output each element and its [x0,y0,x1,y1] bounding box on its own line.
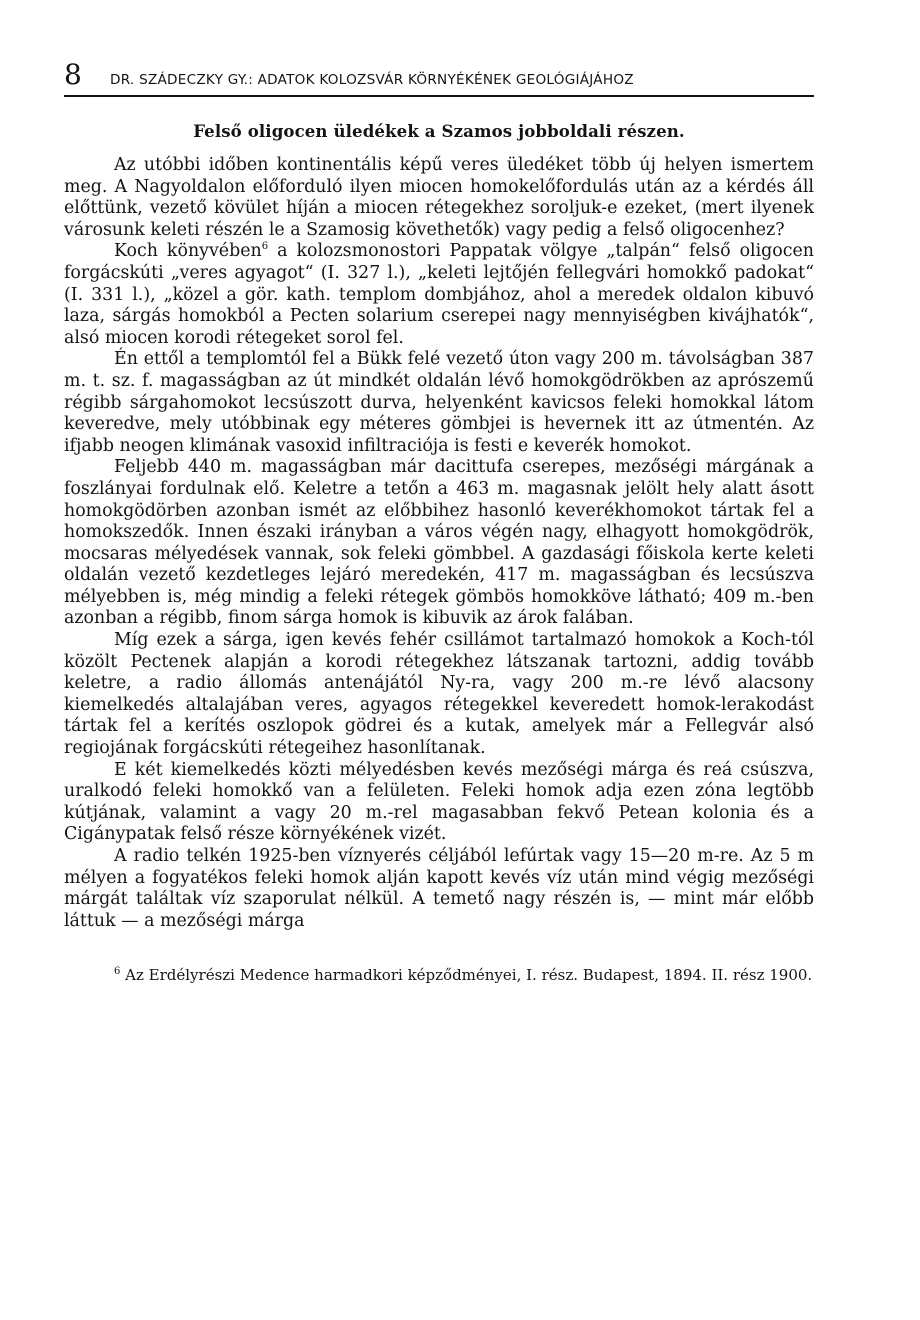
paragraph: Feljebb 440 m. magasságban már dacittufa cserepes, mezőségi márgának a foszlányai fordulnak elő. Keletre a tetőn a 463 m. magasnak jelölt hely alatt ásott homokgödörben azonban ismét az előbbihez hasonló keverékhomokot tártak fel a homokszedők. Innen északi irányban a város végén nagy, elhagyott homokgödrök, mocsaras mélyedések vannak, sok feleki gömbbel. A gazdasági főiskola kerte keleti oldalán vezető kezdetleges lejáró meredekén, 417 m. magasságban és lecsúszva mélyebben is, még mindig a feleki rétegek gömbös homokköve látható; 409 m.-ben azonban a régibb, finom sárga homok is kibuvik az árok falában. [64,457,814,629]
paragraph: Én ettől a templomtól fel a Bükk felé vezető úton vagy 200 m. távolságban 387 m. t. sz. f. magasságban az út mindkét oldalán lévő homokgödrökben az aprószemű régibb sárgahomokot lecsúszott durva, helyenként kavicsos feleki homokkal látom keveredve, mely utóbbinak egy méteres gömbjei is hevernek itt az útmentén. Az ifjabb neogen klimának vasoxid infiltraciója is festi e keverék homokot. [64,349,814,456]
footnote [64,966,814,985]
document-page [64,58,814,985]
footnote-reference[interactable]: 6 [261,241,269,253]
paragraph: Míg ezek a sárga, igen kevés fehér csillámot tartalmazó homokok a Koch-tól közölt Pectenek alapján a korodi rétegekhez látszanak tartozni, addig tovább keletre, a radio állomás antenájától Ny-ra, vagy 200 m.-re lévő alacsony kiemelkedés altalajában veres, agyagos rétegekkel keveredett homok-lerakodást tártak fel a kerítés oszlopok gödrei és a kutak, amelyek már a Fellegvár alsó regiojának forgácskúti rétegeihez hasonlítanak. [64,630,814,759]
footnote-mark: 6 [114,966,121,978]
running-title: DR. SZÁDECZKY GY.: ADATOK KOLOZSVÁR KÖRNYÉKÉNEK GEOLÓGIÁJÁHOZ [110,72,634,88]
paragraph: A radio telkén 1925-ben víznyerés céljából lefúrtak vagy 15—20 m-re. Az 5 m mélyen a fogyatékos feleki homok alján kapott kevés víz után mind végig mezőségi márgát találtak víz szaporulat nélkül. A temető nagy részén is, — mint már előbb láttuk — a mezőségi márga [64,846,814,931]
footnote-text: Az Erdélyrészi Medence harmadkori képződményei, I. rész. Budapest, 1894. II. rész 1900. [125,966,813,985]
section-title: Felső oligocen üledékek a Szamos jobboldali részen. [193,121,685,141]
paragraph: Az utóbbi időben kontinentális képű veres üledéket több új helyen ismertem meg. A Nagyoldalon előforduló ilyen miocen homokelőfordulás után az a kérdés áll előttünk, vezető kövület híján a miocen rétegekhez soroljuk-e ezeket, (mert ilyenek városunk keleti részén le a Szamosig követhetők) vagy pedig a felső oligocenhez? [64,155,814,240]
paragraph: E két kiemelkedés közti mélyedésben kevés mezőségi márga és reá csúszva, uralkodó feleki homokkő van a felületen. Feleki homok adja ezen zóna legtöbb kútjának, valamint a vagy 20 m.-rel magasabban fekvő Petean kolonia és a Cigánypatak felső része környékének vizét. [64,759,814,845]
paragraph [64,241,814,349]
page-number: 8 [64,58,82,91]
running-header [64,58,814,97]
paragraph-lead: Koch könyvében [114,241,262,262]
body-text [64,155,814,932]
paragraph-rest: a kolozsmonostori Pappatak völgye „talpán“ felső oligocen forgácskúti „veres agyagot“ (I. 327 l.), „keleti lejtőjén fellegvári homokkő padokat“ (I. 331 l.), „közel a gör. kath. templom dombjához, ahol a meredek oldalon kibuvó laza, sárgás homokból a Pecten solarium cserepei nagy mennyiségben kivájhatók“, alsó miocen korodi rétegeket sorol fel. [64,241,815,348]
